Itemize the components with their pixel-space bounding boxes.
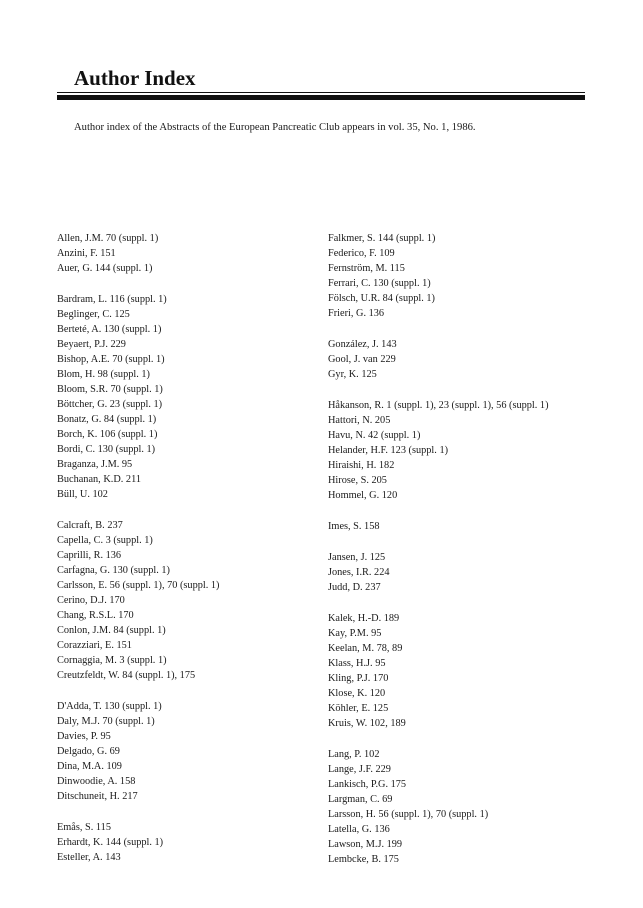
author-entry: Judd, D. 237 [328, 582, 381, 593]
author-entry: Berteté, A. 130 (suppl. 1) [57, 324, 162, 335]
letter-group [328, 611, 638, 731]
letter-group [57, 292, 347, 502]
letter-group [328, 337, 638, 382]
author-entry: Ditschuneit, H. 217 [57, 791, 138, 802]
author-entry: Fernström, M. 115 [328, 263, 405, 274]
letter-group [57, 231, 347, 276]
author-entry: Beglinger, C. 125 [57, 309, 130, 320]
title-rule-thick [57, 95, 585, 100]
author-entry: Köhler, E. 125 [328, 703, 389, 714]
author-entry: Frieri, G. 136 [328, 308, 385, 319]
title-rule-thin [57, 92, 585, 93]
author-entry: Hommel, G. 120 [328, 490, 398, 501]
author-entry: Lang, P. 102 [328, 749, 380, 760]
author-entry: Caprilli, R. 136 [57, 550, 122, 561]
author-entry: Böttcher, G. 23 (suppl. 1) [57, 399, 163, 410]
author-entry: Kay, P.M. 95 [328, 628, 382, 639]
author-entry: Jansen, J. 125 [328, 552, 386, 563]
author-entry: Klass, H.J. 95 [328, 658, 386, 669]
letter-group [328, 519, 638, 534]
author-entry: Keelan, M. 78, 89 [328, 643, 403, 654]
author-entry: Bonatz, G. 84 (suppl. 1) [57, 414, 157, 425]
author-entry: Federico, F. 109 [328, 248, 395, 259]
letter-group [328, 747, 638, 867]
author-entry: Emås, S. 115 [57, 822, 111, 833]
author-entry: Cerino, D.J. 170 [57, 595, 125, 606]
author-entry: Dinwoodie, A. 158 [57, 776, 136, 787]
letter-group [328, 231, 638, 321]
author-entry: Delgado, G. 69 [57, 746, 120, 757]
author-entry: Creutzfeldt, W. 84 (suppl. 1), 175 [57, 670, 196, 681]
author-entry: Hattori, N. 205 [328, 415, 391, 426]
author-entry: Bishop, A.E. 70 (suppl. 1) [57, 354, 165, 365]
author-entry: Bardram, L. 116 (suppl. 1) [57, 294, 167, 305]
letter-group [328, 398, 638, 503]
author-entry: Daly, M.J. 70 (suppl. 1) [57, 716, 155, 727]
author-entry: Lange, J.F. 229 [328, 764, 391, 775]
author-entry: Bloom, S.R. 70 (suppl. 1) [57, 384, 163, 395]
author-entry: Lankisch, P.G. 175 [328, 779, 407, 790]
author-entry: Gool, J. van 229 [328, 354, 396, 365]
author-entry: D'Adda, T. 130 (suppl. 1) [57, 701, 162, 712]
author-entry: Calcraft, B. 237 [57, 520, 123, 531]
author-entry: Capella, C. 3 (suppl. 1) [57, 535, 153, 546]
author-entry: Gyr, K. 125 [328, 369, 377, 380]
author-entry: Dina, M.A. 109 [57, 761, 122, 772]
author-entry: Allen, J.M. 70 (suppl. 1) [57, 233, 159, 244]
author-entry: Bordi, C. 130 (suppl. 1) [57, 444, 156, 455]
author-entry: Hirose, S. 205 [328, 475, 387, 486]
author-entry: Kling, P.J. 170 [328, 673, 389, 684]
author-entry: Corazziari, E. 151 [57, 640, 132, 651]
letter-group [57, 820, 347, 865]
author-entry: Carlsson, E. 56 (suppl. 1), 70 (suppl. 1) [57, 580, 220, 591]
left-index-column [57, 231, 347, 881]
author-entry: Lawson, M.J. 199 [328, 839, 403, 850]
author-entry: Latella, G. 136 [328, 824, 390, 835]
author-entry: Ferrari, C. 130 (suppl. 1) [328, 278, 431, 289]
author-entry: Cornaggia, M. 3 (suppl. 1) [57, 655, 167, 666]
author-entry: Braganza, J.M. 95 [57, 459, 133, 470]
author-entry: Erhardt, K. 144 (suppl. 1) [57, 837, 164, 848]
author-entry: Helander, H.F. 123 (suppl. 1) [328, 445, 449, 456]
author-entry: Blom, H. 98 (suppl. 1) [57, 369, 150, 380]
author-entry: Auer, G. 144 (suppl. 1) [57, 263, 153, 274]
author-entry: Håkanson, R. 1 (suppl. 1), 23 (suppl. 1), 56 (suppl. 1) [328, 400, 549, 411]
author-entry: Klose, K. 120 [328, 688, 386, 699]
author-entry: Falkmer, S. 144 (suppl. 1) [328, 233, 436, 244]
author-entry: Buchanan, K.D. 211 [57, 474, 141, 485]
author-entry: Fölsch, U.R. 84 (suppl. 1) [328, 293, 435, 304]
author-entry: Esteller, A. 143 [57, 852, 121, 863]
author-entry: Kalek, H.-D. 189 [328, 613, 400, 624]
author-entry: Hiraishi, H. 182 [328, 460, 395, 471]
right-index-column [328, 231, 638, 883]
author-entry: González, J. 143 [328, 339, 397, 350]
author-entry: Imes, S. 158 [328, 521, 380, 532]
letter-group [328, 550, 638, 595]
letter-group [57, 699, 347, 804]
author-entry: Kruis, W. 102, 189 [328, 718, 406, 729]
letter-group [57, 518, 347, 683]
author-entry: Beyaert, P.J. 229 [57, 339, 126, 350]
author-entry: Borch, K. 106 (suppl. 1) [57, 429, 158, 440]
author-entry: Jones, I.R. 224 [328, 567, 390, 578]
index-description: Author index of the Abstracts of the European Pancreatic Club appears in vol. 35, No. 1, 1986. [74, 122, 476, 133]
author-entry: Anzini, F. 151 [57, 248, 116, 259]
author-entry: Davies, P. 95 [57, 731, 111, 742]
author-entry: Larsson, H. 56 (suppl. 1), 70 (suppl. 1) [328, 809, 489, 820]
author-entry: Chang, R.S.L. 170 [57, 610, 134, 621]
author-entry: Havu, N. 42 (suppl. 1) [328, 430, 421, 441]
author-entry: Büll, U. 102 [57, 489, 108, 500]
page-title: Author Index [74, 66, 196, 90]
author-entry: Conlon, J.M. 84 (suppl. 1) [57, 625, 166, 636]
author-entry: Carfagna, G. 130 (suppl. 1) [57, 565, 170, 576]
author-entry: Largman, C. 69 [328, 794, 393, 805]
author-entry: Lembcke, B. 175 [328, 854, 399, 865]
